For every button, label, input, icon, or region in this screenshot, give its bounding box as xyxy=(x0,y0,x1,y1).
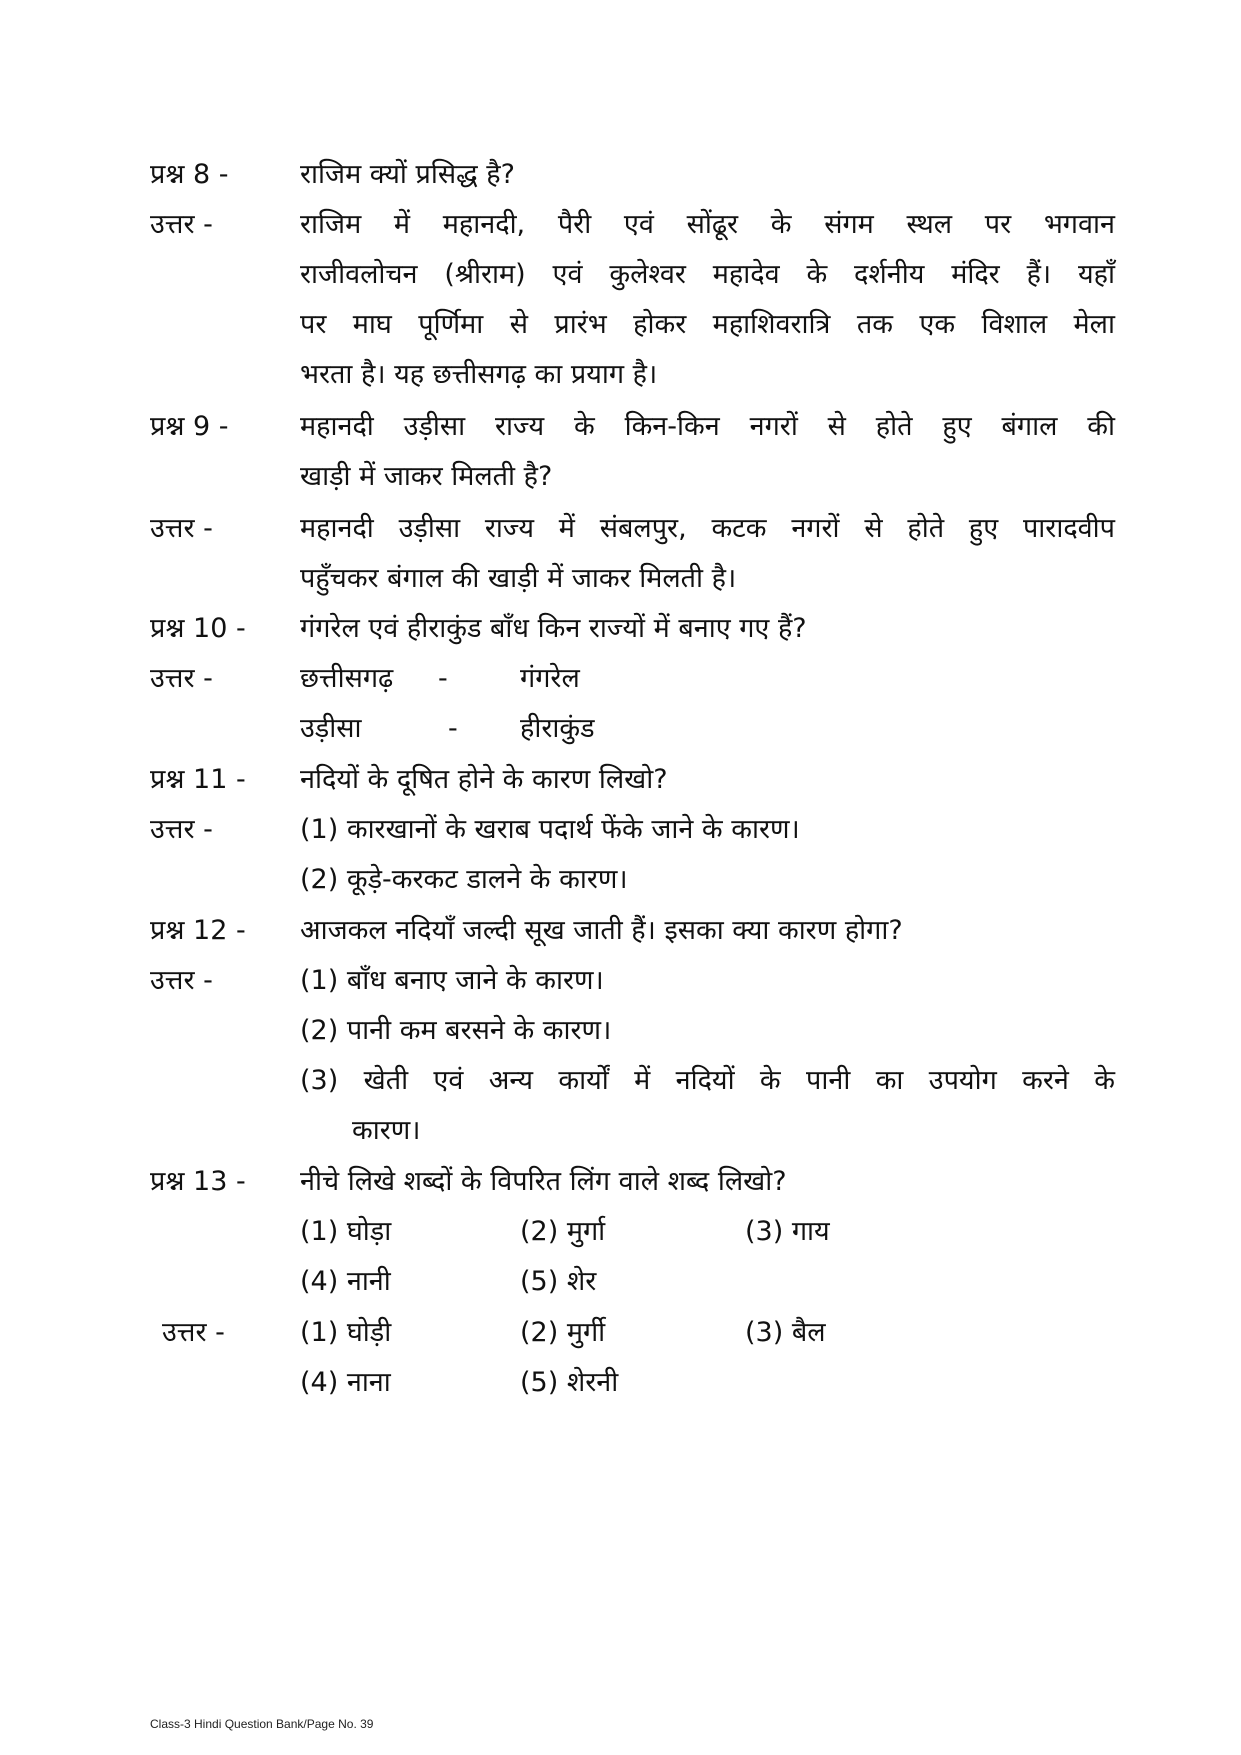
answer-label: उत्तर - xyxy=(150,663,213,694)
word-item: (3) बैल xyxy=(745,1317,826,1348)
answer-line: (3) खेती एवं अन्य कार्यों में नदियों के पानी का उपयोग करने के xyxy=(300,1065,1115,1096)
answer-12 xyxy=(0,961,1241,1001)
word-item: (4) नाना xyxy=(300,1367,391,1398)
answer-12-line-3 xyxy=(0,1061,1241,1101)
answer-9 xyxy=(0,509,1241,549)
answer-10-row-2 xyxy=(0,709,1241,749)
answer-8 xyxy=(0,205,1241,245)
question-label: प्रश्न 9 - xyxy=(150,411,229,442)
answer-9-line-2 xyxy=(0,559,1241,599)
question-label: प्रश्न 10 - xyxy=(150,613,246,644)
question-13 xyxy=(0,1162,1241,1202)
answer-11-line-2 xyxy=(0,860,1241,900)
question-text: नदियों के दूषित होने के कारण लिखो? xyxy=(300,764,668,795)
word-item: (2) मुर्गी xyxy=(520,1317,606,1348)
dam-name: गंगरेल xyxy=(520,663,580,694)
answer-12-line-4 xyxy=(0,1111,1241,1151)
answer-line: पर माघ पूर्णिमा से प्रारंभ होकर महाशिवरात्रि तक एक विशाल मेला xyxy=(300,309,1115,340)
answer-12-line-2 xyxy=(0,1011,1241,1051)
answer-line: (2) कूड़े-करकट डालने के कारण। xyxy=(300,864,628,895)
answer-line: भरता है। यह छत्तीसगढ़ का प्रयाग है। xyxy=(300,359,658,390)
word-item: (1) घोड़ी xyxy=(300,1317,392,1348)
question-12 xyxy=(0,911,1241,951)
question-9 xyxy=(0,407,1241,447)
question-8 xyxy=(0,155,1241,195)
answer-line: महानदी उड़ीसा राज्य में संबलपुर, कटक नगरों से होते हुए पारादवीप xyxy=(300,513,1115,544)
question-label: प्रश्न 13 - xyxy=(150,1166,246,1197)
answer-8-line-2 xyxy=(0,255,1241,295)
question-text: गंगरेल एवं हीराकुंड बाँध किन राज्यों में बनाए गए हैं? xyxy=(300,613,807,644)
question-label: प्रश्न 11 - xyxy=(150,764,246,795)
word-item: (4) नानी xyxy=(300,1266,391,1297)
answer-label: उत्तर - xyxy=(162,1317,225,1348)
answer-label: उत्तर - xyxy=(150,814,213,845)
answer-line: (2) पानी कम बरसने के कारण। xyxy=(300,1015,612,1046)
word-item: (2) मुर्गा xyxy=(520,1216,606,1247)
question-text: खाड़ी में जाकर मिलती है? xyxy=(300,461,553,492)
question-10 xyxy=(0,609,1241,649)
separator-dash: - xyxy=(438,663,448,694)
answer-line: राजीवलोचन (श्रीराम) एवं कुलेश्वर महादेव के दर्शनीय मंदिर हैं। यहाँ xyxy=(300,259,1115,290)
answer-line: राजिम में महानदी, पैरी एवं सोंढूर के संगम स्थल पर भगवान xyxy=(300,209,1115,240)
question-text: नीचे लिखे शब्दों के विपरित लिंग वाले शब्द लिखो? xyxy=(300,1166,787,1197)
answer-13-row-1 xyxy=(0,1313,1241,1353)
question-13-words-row-1 xyxy=(0,1212,1241,1252)
question-text: राजिम क्यों प्रसिद्ध है? xyxy=(300,159,515,190)
answer-line: कारण। xyxy=(352,1115,421,1146)
question-label: प्रश्न 12 - xyxy=(150,915,246,946)
word-item: (5) शेरनी xyxy=(520,1367,619,1398)
question-text: आजकल नदियाँ जल्दी सूख जाती हैं। इसका क्या कारण होगा? xyxy=(300,915,903,946)
answer-line: (1) बाँध बनाए जाने के कारण। xyxy=(300,965,604,996)
question-11 xyxy=(0,760,1241,800)
state-name: छत्तीसगढ़ xyxy=(300,663,394,694)
answer-label: उत्तर - xyxy=(150,513,213,544)
answer-line: (1) कारखानों के खराब पदार्थ फेंके जाने के कारण। xyxy=(300,814,800,845)
answer-8-line-3 xyxy=(0,305,1241,345)
state-name: उड़ीसा xyxy=(300,713,362,744)
question-text: महानदी उड़ीसा राज्य के किन-किन नगरों से होते हुए बंगाल की xyxy=(300,411,1115,442)
word-item: (5) शेर xyxy=(520,1266,597,1297)
answer-line: पहुँचकर बंगाल की खाड़ी में जाकर मिलती है। xyxy=(300,563,737,594)
word-item: (1) घोड़ा xyxy=(300,1216,392,1247)
answer-label: उत्तर - xyxy=(150,965,213,996)
dam-name: हीराकुंड xyxy=(520,713,595,744)
answer-label: उत्तर - xyxy=(150,209,213,240)
page-footer: Class-3 Hindi Question Bank/Page No. 39 xyxy=(150,1717,374,1731)
answer-13-row-2 xyxy=(0,1363,1241,1403)
separator-dash: - xyxy=(448,713,458,744)
word-item: (3) गाय xyxy=(745,1216,830,1247)
question-13-words-row-2 xyxy=(0,1262,1241,1302)
answer-11 xyxy=(0,810,1241,850)
answer-8-line-4 xyxy=(0,355,1241,395)
question-9-line-2 xyxy=(0,457,1241,497)
question-label: प्रश्न 8 - xyxy=(150,159,229,190)
answer-10-row-1 xyxy=(0,659,1241,699)
